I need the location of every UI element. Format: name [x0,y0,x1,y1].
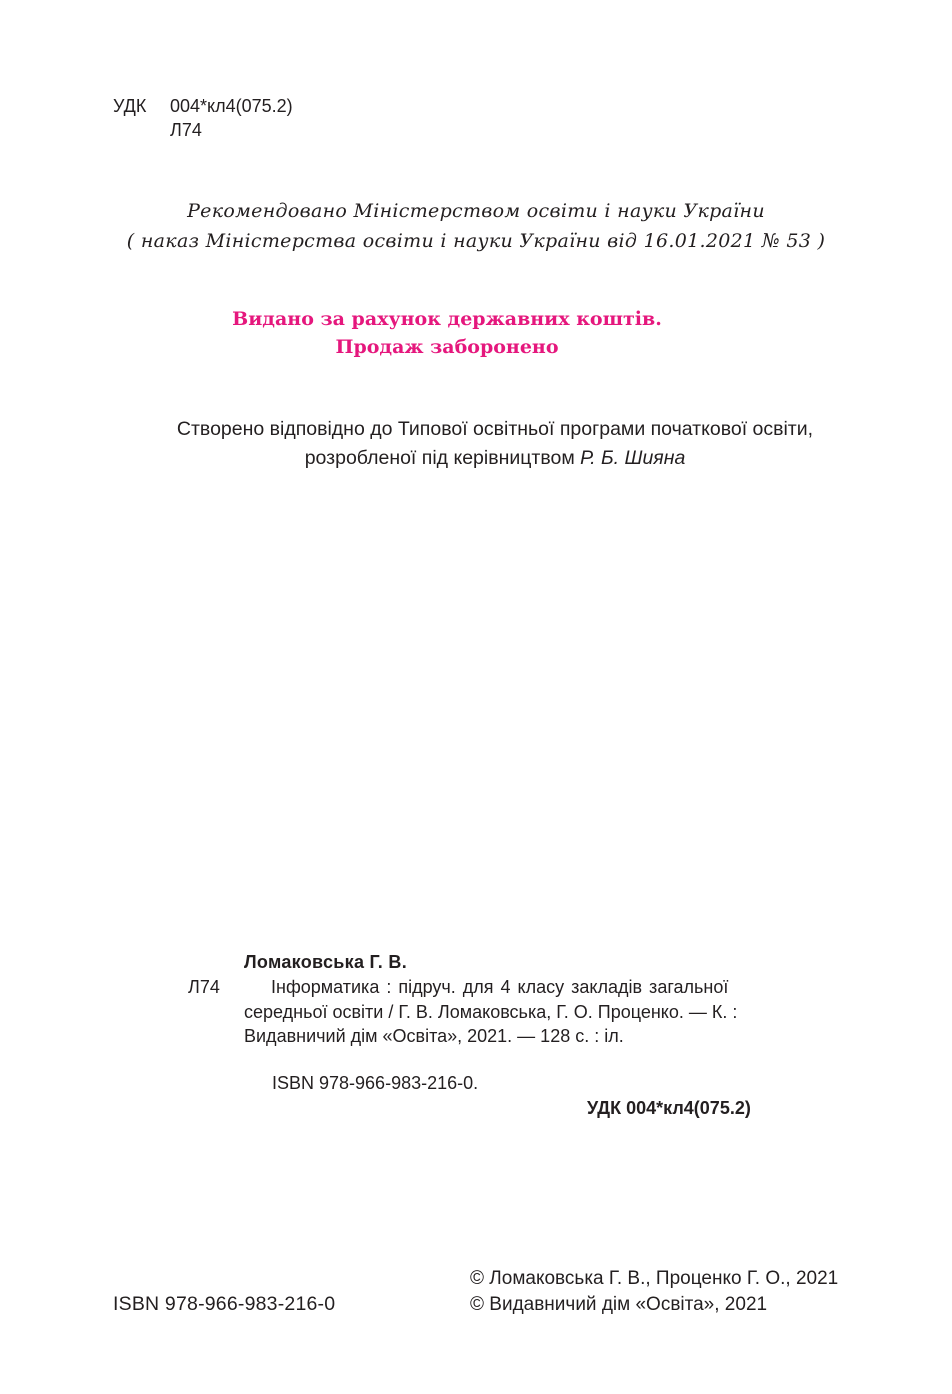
author-sign: Л74 [170,120,202,140]
recommendation-line-2: ( наказ Міністерства освіти і науки України від 16.01.2021 № 53 ) [126,230,826,252]
card-description [244,975,737,1049]
card-isbn: ISBN 978-966-983-216-0. [272,1073,479,1093]
program-note-line-1: Створено відповідно до Типової освітньої програми початкової освіти, [176,418,814,440]
udk-spacer [113,118,170,142]
funding-line-2: Продаж заборонено [335,336,559,358]
card-author: Ломаковська Г. В. [244,952,408,972]
card-author-sign: Л74 [188,977,220,997]
copyright-line-1: © Ломаковська Г. В., Проценко Г. О., 2021 [470,1268,839,1289]
recommendation-line-1: Рекомендовано Міністерством освіти і науки України [187,200,765,222]
ministry-recommendation [0,196,952,256]
card-description-line-2: середньої освіти / Г. В. Ломаковська, Г. О. Проценко. — К. : [244,1001,738,1022]
footer-isbn: ISBN 978-966-983-216-0 [113,1293,336,1315]
card-description-line-1: Інформатика : підруч. для 4 класу закладів загальної [271,977,729,997]
author-sign-row [113,118,293,142]
udk-row [113,94,293,118]
card-udk: УДК 004*кл4(075.2) [587,1098,751,1118]
copyright-line-2: © Видавничий дім «Освіта», 2021 [470,1294,768,1315]
copyright-block [470,1266,838,1318]
funding-line-1: Видано за рахунок державних коштів. [232,308,662,330]
udk-label: УДК [113,96,147,116]
program-note [0,415,952,473]
card-description-line-3: Видавничий дім «Освіта», 2021. — 128 с. : іл. [244,1026,624,1046]
program-note-line-2 [0,444,952,473]
udk-header-block [113,94,293,142]
program-note-text: розробленої під керівництвом [304,447,575,469]
program-author: Р. Б. Шияна [580,447,686,469]
funding-notice [0,305,894,361]
udk-code: 004*кл4(075.2) [170,96,293,116]
